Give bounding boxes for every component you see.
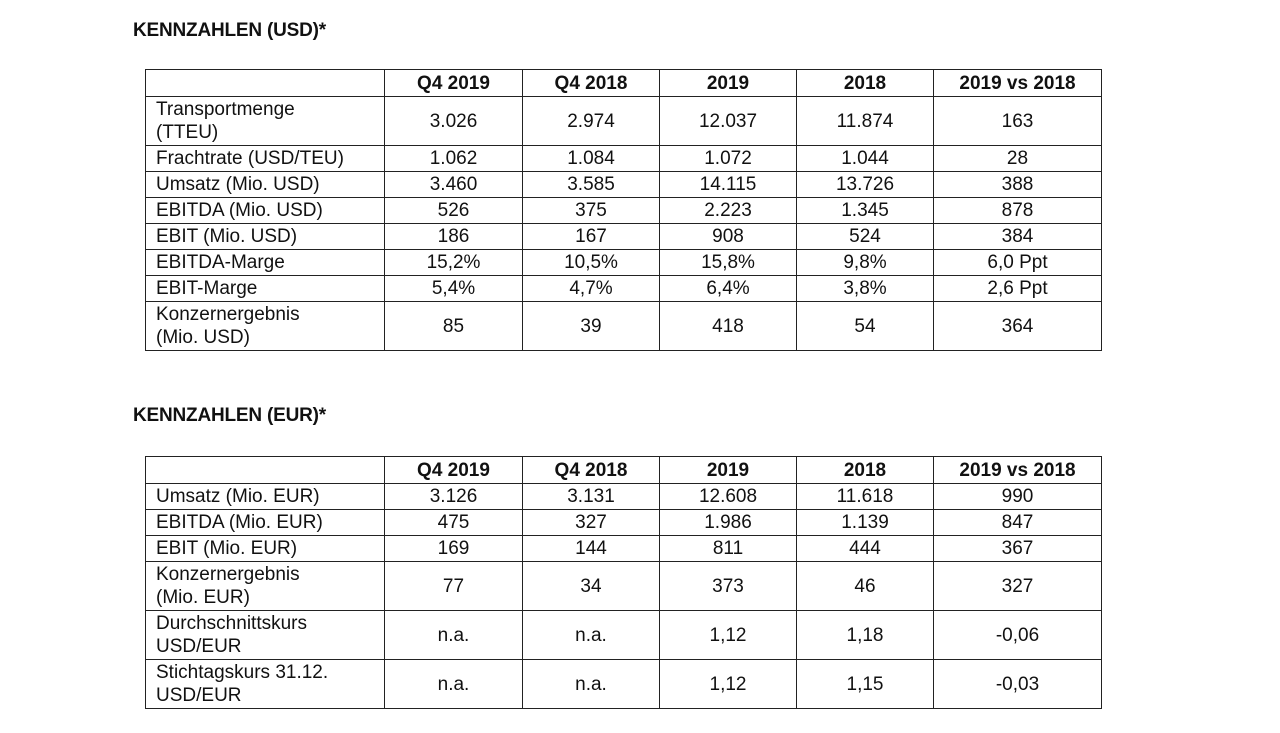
row-label-line: Umsatz (Mio. USD) <box>156 174 320 195</box>
value-cell: 12.037 <box>660 97 797 146</box>
value-cell: 6,4% <box>660 276 797 302</box>
value-cell: 1.084 <box>523 146 660 172</box>
row-label-line: (Mio. USD) <box>156 327 250 348</box>
value-cell: 444 <box>797 536 934 562</box>
table-row <box>146 302 1102 351</box>
value-cell: 169 <box>385 536 523 562</box>
row-label-line: Durchschnittskurs <box>156 613 307 634</box>
column-header: 2019 vs 2018 <box>934 457 1102 484</box>
value-cell: 1,12 <box>660 660 797 709</box>
value-cell: 13.726 <box>797 172 934 198</box>
value-cell: 167 <box>523 224 660 250</box>
value-cell: 85 <box>385 302 523 351</box>
column-header: Q4 2019 <box>385 457 523 484</box>
table-row <box>146 484 1102 510</box>
value-cell: 15,8% <box>660 250 797 276</box>
table-row <box>146 536 1102 562</box>
value-cell: 1.072 <box>660 146 797 172</box>
row-label <box>146 510 385 536</box>
value-cell: 2.223 <box>660 198 797 224</box>
value-cell: 144 <box>523 536 660 562</box>
value-cell: 46 <box>797 562 934 611</box>
table-row <box>146 250 1102 276</box>
value-cell: 28 <box>934 146 1102 172</box>
table-row <box>146 97 1102 146</box>
value-cell: n.a. <box>523 611 660 660</box>
value-cell: 475 <box>385 510 523 536</box>
value-cell: 12.608 <box>660 484 797 510</box>
value-cell: 990 <box>934 484 1102 510</box>
row-label-line: EBIT (Mio. USD) <box>156 226 298 247</box>
row-label <box>146 250 385 276</box>
value-cell: n.a. <box>385 660 523 709</box>
column-header: Q4 2018 <box>523 70 660 97</box>
row-label <box>146 224 385 250</box>
value-cell: 186 <box>385 224 523 250</box>
value-cell: -0,03 <box>934 660 1102 709</box>
column-header: Q4 2018 <box>523 457 660 484</box>
column-header: 2019 vs 2018 <box>934 70 1102 97</box>
value-cell: 3.131 <box>523 484 660 510</box>
value-cell: 1,15 <box>797 660 934 709</box>
table-row <box>146 198 1102 224</box>
row-label <box>146 302 385 351</box>
row-label-line: USD/EUR <box>156 685 242 706</box>
value-cell: 1.044 <box>797 146 934 172</box>
value-cell: 1.139 <box>797 510 934 536</box>
value-cell: -0,06 <box>934 611 1102 660</box>
value-cell: 6,0 Ppt <box>934 250 1102 276</box>
row-label-line: (TTEU) <box>156 122 219 143</box>
eur-heading: KENNZAHLEN (EUR)* <box>133 405 326 426</box>
row-label-line: EBIT-Marge <box>156 278 258 299</box>
row-label-line: USD/EUR <box>156 636 242 657</box>
column-header: 2018 <box>797 70 934 97</box>
row-label-line: EBIT (Mio. EUR) <box>156 538 298 559</box>
row-label <box>146 484 385 510</box>
value-cell: 3.126 <box>385 484 523 510</box>
value-cell: 1,12 <box>660 611 797 660</box>
row-label-line: Umsatz (Mio. EUR) <box>156 486 320 507</box>
column-header: 2018 <box>797 457 934 484</box>
value-cell: 364 <box>934 302 1102 351</box>
value-cell: 1,18 <box>797 611 934 660</box>
row-label <box>146 536 385 562</box>
row-label-line: EBITDA-Marge <box>156 252 285 273</box>
header-cell-empty <box>146 457 385 484</box>
value-cell: 9,8% <box>797 250 934 276</box>
usd-heading: KENNZAHLEN (USD)* <box>133 20 326 41</box>
row-label <box>146 146 385 172</box>
column-header: 2019 <box>660 457 797 484</box>
value-cell: 384 <box>934 224 1102 250</box>
row-label <box>146 660 385 709</box>
row-label <box>146 97 385 146</box>
value-cell: 15,2% <box>385 250 523 276</box>
value-cell: 3.026 <box>385 97 523 146</box>
value-cell: 34 <box>523 562 660 611</box>
value-cell: 847 <box>934 510 1102 536</box>
column-header: 2019 <box>660 70 797 97</box>
value-cell: 2,6 Ppt <box>934 276 1102 302</box>
value-cell: 526 <box>385 198 523 224</box>
row-label-line: (Mio. EUR) <box>156 587 250 608</box>
value-cell: n.a. <box>385 611 523 660</box>
value-cell: 388 <box>934 172 1102 198</box>
value-cell: 11.618 <box>797 484 934 510</box>
value-cell: 3.585 <box>523 172 660 198</box>
row-label <box>146 562 385 611</box>
value-cell: 524 <box>797 224 934 250</box>
table-row <box>146 510 1102 536</box>
row-label <box>146 276 385 302</box>
value-cell: 11.874 <box>797 97 934 146</box>
table-row <box>146 146 1102 172</box>
value-cell: 77 <box>385 562 523 611</box>
value-cell: 4,7% <box>523 276 660 302</box>
value-cell: 373 <box>660 562 797 611</box>
row-label-line: Stichtagskurs 31.12. <box>156 662 329 683</box>
value-cell: 1.062 <box>385 146 523 172</box>
value-cell: 811 <box>660 536 797 562</box>
value-cell: 163 <box>934 97 1102 146</box>
value-cell: 375 <box>523 198 660 224</box>
table-row <box>146 660 1102 709</box>
table-header-row <box>146 70 1102 97</box>
row-label <box>146 611 385 660</box>
header-cell-empty <box>146 70 385 97</box>
usd-kennzahlen-table <box>145 69 1102 351</box>
row-label-line: Frachtrate (USD/TEU) <box>156 148 344 169</box>
row-label <box>146 172 385 198</box>
table-header-row <box>146 457 1102 484</box>
row-label-line: EBITDA (Mio. EUR) <box>156 512 323 533</box>
table-row <box>146 562 1102 611</box>
table-row <box>146 611 1102 660</box>
value-cell: 327 <box>523 510 660 536</box>
table-row <box>146 172 1102 198</box>
value-cell: 878 <box>934 198 1102 224</box>
value-cell: 10,5% <box>523 250 660 276</box>
eur-kennzahlen-table <box>145 456 1102 709</box>
value-cell: 2.974 <box>523 97 660 146</box>
row-label-line: Konzernergebnis <box>156 304 300 325</box>
value-cell: 3,8% <box>797 276 934 302</box>
value-cell: 39 <box>523 302 660 351</box>
table-row <box>146 276 1102 302</box>
row-label <box>146 198 385 224</box>
value-cell: 327 <box>934 562 1102 611</box>
value-cell: 418 <box>660 302 797 351</box>
value-cell: n.a. <box>523 660 660 709</box>
value-cell: 3.460 <box>385 172 523 198</box>
value-cell: 367 <box>934 536 1102 562</box>
value-cell: 908 <box>660 224 797 250</box>
row-label-line: Transportmenge <box>156 99 295 120</box>
table-row <box>146 224 1102 250</box>
value-cell: 54 <box>797 302 934 351</box>
value-cell: 1.345 <box>797 198 934 224</box>
value-cell: 5,4% <box>385 276 523 302</box>
row-label-line: Konzernergebnis <box>156 564 300 585</box>
value-cell: 1.986 <box>660 510 797 536</box>
row-label-line: EBITDA (Mio. USD) <box>156 200 323 221</box>
value-cell: 14.115 <box>660 172 797 198</box>
column-header: Q4 2019 <box>385 70 523 97</box>
